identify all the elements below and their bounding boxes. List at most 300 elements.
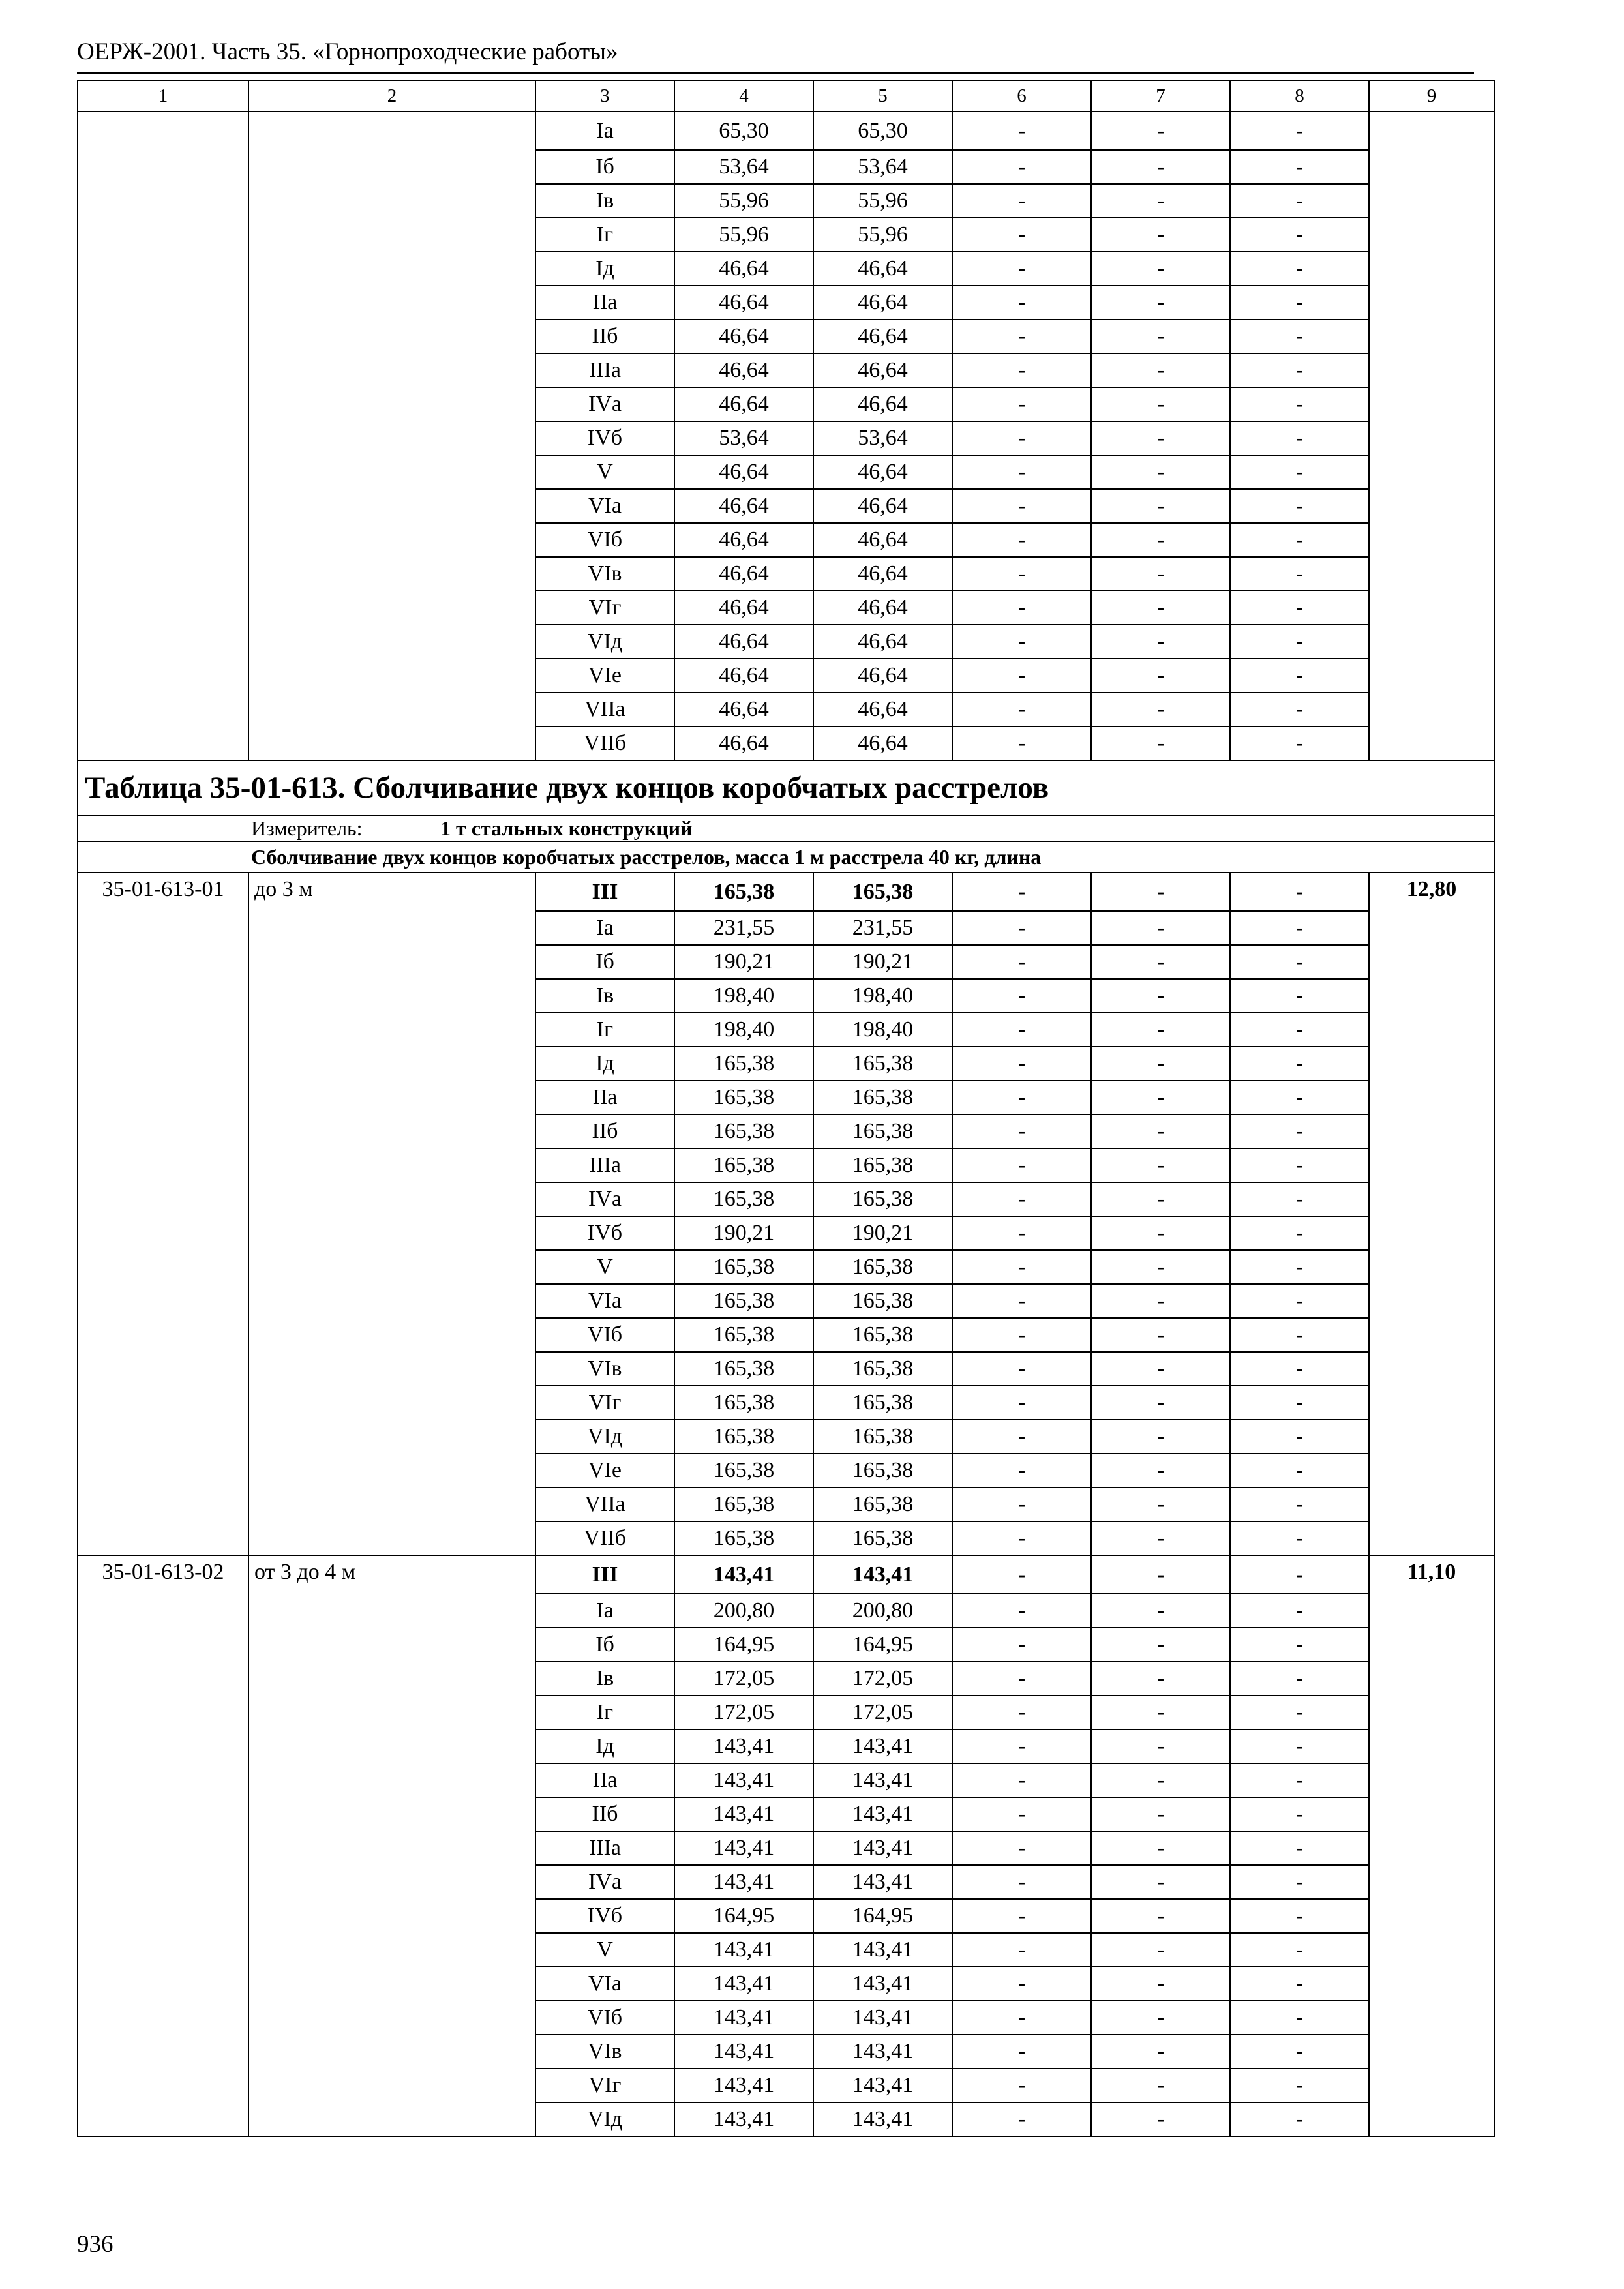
value-cell: - bbox=[1230, 1250, 1369, 1284]
value-cell: - bbox=[1091, 150, 1230, 184]
value-cell: 190,21 bbox=[813, 945, 952, 979]
name-cell bbox=[248, 1081, 535, 1115]
value-cell: - bbox=[952, 1216, 1091, 1250]
value-cell: - bbox=[952, 218, 1091, 252]
code-cell bbox=[78, 2102, 248, 2136]
col9-cell bbox=[1369, 1628, 1494, 1662]
value-cell: VIе bbox=[535, 659, 674, 693]
value-cell: 165,38 bbox=[674, 1115, 813, 1148]
table-row bbox=[78, 1831, 1494, 1865]
value-cell: - bbox=[1230, 625, 1369, 659]
code-cell bbox=[78, 1696, 248, 1729]
col9-cell bbox=[1369, 693, 1494, 726]
table-row bbox=[78, 1628, 1494, 1662]
value-cell: IVа bbox=[535, 1865, 674, 1899]
value-cell: 143,41 bbox=[674, 1555, 813, 1594]
value-cell: 165,38 bbox=[674, 1284, 813, 1318]
value-cell: VIг bbox=[535, 2069, 674, 2102]
table-row bbox=[78, 1555, 1494, 1594]
value-cell: 165,38 bbox=[674, 1182, 813, 1216]
code-cell bbox=[78, 1318, 248, 1352]
value-cell: 46,64 bbox=[813, 726, 952, 760]
value-cell: - bbox=[1091, 1013, 1230, 1047]
unit-label: Измеритель: bbox=[251, 816, 363, 840]
table-row bbox=[78, 2102, 1494, 2136]
name-cell bbox=[248, 320, 535, 353]
value-cell: - bbox=[1230, 873, 1369, 911]
value-cell: - bbox=[1091, 1420, 1230, 1454]
value-cell: - bbox=[1230, 1555, 1369, 1594]
value-cell: 164,95 bbox=[674, 1628, 813, 1662]
code-cell bbox=[78, 2001, 248, 2035]
value-cell: Iб bbox=[535, 945, 674, 979]
col9-cell bbox=[1369, 387, 1494, 421]
table-row bbox=[78, 1182, 1494, 1216]
code-cell bbox=[78, 421, 248, 455]
table-row bbox=[78, 1013, 1494, 1047]
code-cell bbox=[78, 1933, 248, 1967]
col9-cell bbox=[1369, 911, 1494, 945]
value-cell: 55,96 bbox=[674, 218, 813, 252]
col9-cell bbox=[1369, 1662, 1494, 1696]
col9-cell bbox=[1369, 1148, 1494, 1182]
value-cell: - bbox=[1091, 1182, 1230, 1216]
value-cell: - bbox=[952, 1386, 1091, 1420]
name-cell bbox=[248, 726, 535, 760]
value-cell: - bbox=[1091, 2069, 1230, 2102]
value-cell: - bbox=[1230, 421, 1369, 455]
table-row bbox=[78, 2001, 1494, 2035]
value-cell: - bbox=[1230, 252, 1369, 286]
value-cell: 165,38 bbox=[813, 1182, 952, 1216]
page-number: 936 bbox=[77, 2231, 113, 2258]
code-cell bbox=[78, 1284, 248, 1318]
value-cell: - bbox=[1091, 184, 1230, 218]
table-title-row bbox=[78, 760, 1494, 815]
value-cell: 165,38 bbox=[813, 1420, 952, 1454]
value-cell: VIIа bbox=[535, 693, 674, 726]
table-row bbox=[78, 320, 1494, 353]
column-number: 3 bbox=[535, 80, 674, 112]
value-cell: - bbox=[1230, 455, 1369, 489]
value-cell: - bbox=[1230, 659, 1369, 693]
value-cell: - bbox=[1230, 1899, 1369, 1933]
page-header: ОЕРЖ-2001. Часть 35. «Горнопроходческие работы» bbox=[77, 38, 618, 65]
value-cell: - bbox=[1091, 625, 1230, 659]
value-cell: VIб bbox=[535, 523, 674, 557]
name-cell: от 3 до 4 м bbox=[248, 1555, 535, 1594]
value-cell: - bbox=[1230, 1488, 1369, 1521]
value-cell: IVб bbox=[535, 1216, 674, 1250]
col9-cell bbox=[1369, 591, 1494, 625]
value-cell: 143,41 bbox=[813, 1555, 952, 1594]
value-cell: - bbox=[952, 150, 1091, 184]
value-cell: - bbox=[952, 1797, 1091, 1831]
table-row bbox=[78, 523, 1494, 557]
name-cell bbox=[248, 1662, 535, 1696]
code-cell bbox=[78, 659, 248, 693]
table-row bbox=[78, 625, 1494, 659]
value-cell: VIб bbox=[535, 1318, 674, 1352]
column-number-row bbox=[78, 80, 1494, 112]
value-cell: - bbox=[1091, 1865, 1230, 1899]
value-cell: - bbox=[1230, 2035, 1369, 2069]
value-cell: - bbox=[952, 2102, 1091, 2136]
table-row bbox=[78, 1115, 1494, 1148]
col9-cell bbox=[1369, 1488, 1494, 1521]
col9-cell bbox=[1369, 1216, 1494, 1250]
code-cell: 35-01-613-01 bbox=[78, 873, 248, 911]
value-cell: - bbox=[1091, 489, 1230, 523]
name-cell bbox=[248, 523, 535, 557]
value-cell: - bbox=[1091, 1148, 1230, 1182]
value-cell: - bbox=[952, 1628, 1091, 1662]
code-cell bbox=[78, 591, 248, 625]
value-cell: - bbox=[952, 489, 1091, 523]
value-cell: 143,41 bbox=[813, 2035, 952, 2069]
name-cell bbox=[248, 1831, 535, 1865]
code-cell bbox=[78, 455, 248, 489]
value-cell: - bbox=[952, 557, 1091, 591]
code-cell bbox=[78, 523, 248, 557]
value-cell: 46,64 bbox=[674, 455, 813, 489]
header-rule bbox=[77, 72, 1474, 74]
col9-cell bbox=[1369, 218, 1494, 252]
value-cell: - bbox=[1230, 945, 1369, 979]
value-cell: VIв bbox=[535, 2035, 674, 2069]
value-cell: - bbox=[1091, 112, 1230, 150]
value-cell: IVб bbox=[535, 421, 674, 455]
value-cell: 143,41 bbox=[813, 2001, 952, 2035]
value-cell: 46,64 bbox=[813, 320, 952, 353]
value-cell: - bbox=[1091, 1831, 1230, 1865]
value-cell: IIа bbox=[535, 1081, 674, 1115]
value-cell: 46,64 bbox=[674, 320, 813, 353]
col9-cell bbox=[1369, 1933, 1494, 1967]
value-cell: - bbox=[952, 945, 1091, 979]
value-cell: - bbox=[952, 693, 1091, 726]
value-cell: 143,41 bbox=[674, 2001, 813, 2035]
value-cell: - bbox=[952, 591, 1091, 625]
col9-cell bbox=[1369, 112, 1494, 150]
col9-cell bbox=[1369, 1763, 1494, 1797]
table-row bbox=[78, 184, 1494, 218]
value-cell: - bbox=[1230, 320, 1369, 353]
col9-cell bbox=[1369, 1081, 1494, 1115]
value-cell: - bbox=[1091, 1386, 1230, 1420]
value-cell: 165,38 bbox=[813, 873, 952, 911]
value-cell: - bbox=[1091, 1899, 1230, 1933]
table-row bbox=[78, 455, 1494, 489]
value-cell: 143,41 bbox=[674, 2069, 813, 2102]
value-cell: 55,96 bbox=[813, 218, 952, 252]
value-cell: Iа bbox=[535, 112, 674, 150]
code-cell bbox=[78, 1831, 248, 1865]
name-cell bbox=[248, 1967, 535, 2001]
value-cell: - bbox=[1230, 1013, 1369, 1047]
col9-cell: 12,80 bbox=[1369, 873, 1494, 911]
name-cell bbox=[248, 1696, 535, 1729]
value-cell: 46,64 bbox=[813, 252, 952, 286]
value-cell: 198,40 bbox=[674, 1013, 813, 1047]
value-cell: - bbox=[1230, 489, 1369, 523]
value-cell: - bbox=[1230, 1831, 1369, 1865]
value-cell: - bbox=[1091, 1594, 1230, 1628]
code-cell bbox=[78, 2069, 248, 2102]
value-cell: - bbox=[1091, 1318, 1230, 1352]
code-cell bbox=[78, 1662, 248, 1696]
value-cell: - bbox=[1091, 1047, 1230, 1081]
section-title-row bbox=[78, 841, 1494, 873]
value-cell: - bbox=[1091, 979, 1230, 1013]
value-cell: VIIб bbox=[535, 726, 674, 760]
value-cell: 53,64 bbox=[813, 150, 952, 184]
value-cell: - bbox=[952, 320, 1091, 353]
value-cell: - bbox=[1230, 1081, 1369, 1115]
value-cell: - bbox=[952, 1454, 1091, 1488]
value-cell: - bbox=[952, 455, 1091, 489]
table-row bbox=[78, 1696, 1494, 1729]
name-cell bbox=[248, 2001, 535, 2035]
value-cell: - bbox=[952, 1488, 1091, 1521]
value-cell: - bbox=[1230, 1318, 1369, 1352]
code-cell bbox=[78, 1148, 248, 1182]
code-cell bbox=[78, 1081, 248, 1115]
value-cell: - bbox=[1091, 1763, 1230, 1797]
code-cell bbox=[78, 184, 248, 218]
value-cell: - bbox=[952, 1662, 1091, 1696]
col9-cell bbox=[1369, 945, 1494, 979]
code-cell bbox=[78, 625, 248, 659]
value-cell: 198,40 bbox=[813, 1013, 952, 1047]
value-cell: - bbox=[952, 1148, 1091, 1182]
table-row bbox=[78, 1797, 1494, 1831]
table-row bbox=[78, 1420, 1494, 1454]
value-cell: VIд bbox=[535, 2102, 674, 2136]
value-cell: 65,30 bbox=[813, 112, 952, 150]
value-cell: 143,41 bbox=[674, 1729, 813, 1763]
value-cell: - bbox=[1091, 1729, 1230, 1763]
value-cell: - bbox=[1091, 218, 1230, 252]
value-cell: Iд bbox=[535, 1729, 674, 1763]
value-cell: - bbox=[1230, 1933, 1369, 1967]
code-cell bbox=[78, 1865, 248, 1899]
value-cell: - bbox=[952, 1933, 1091, 1967]
value-cell: IIб bbox=[535, 320, 674, 353]
code-cell bbox=[78, 353, 248, 387]
value-cell: 143,41 bbox=[813, 1933, 952, 1967]
column-number: 2 bbox=[248, 80, 535, 112]
col9-cell bbox=[1369, 421, 1494, 455]
col9-cell bbox=[1369, 1696, 1494, 1729]
col9-cell bbox=[1369, 1521, 1494, 1555]
value-cell: - bbox=[952, 353, 1091, 387]
col9-cell bbox=[1369, 1386, 1494, 1420]
value-cell: VIв bbox=[535, 1352, 674, 1386]
name-cell bbox=[248, 421, 535, 455]
value-cell: VIд bbox=[535, 625, 674, 659]
table-row bbox=[78, 1216, 1494, 1250]
value-cell: VIг bbox=[535, 1386, 674, 1420]
value-cell: - bbox=[1091, 1115, 1230, 1148]
name-cell bbox=[248, 1318, 535, 1352]
value-cell: 53,64 bbox=[674, 421, 813, 455]
value-cell: IIа bbox=[535, 1763, 674, 1797]
value-cell: 143,41 bbox=[813, 1797, 952, 1831]
value-cell: 46,64 bbox=[674, 726, 813, 760]
value-cell: - bbox=[1230, 1797, 1369, 1831]
value-cell: - bbox=[952, 421, 1091, 455]
name-cell bbox=[248, 1148, 535, 1182]
column-number: 4 bbox=[674, 80, 813, 112]
value-cell: 165,38 bbox=[813, 1521, 952, 1555]
value-cell: IIб bbox=[535, 1797, 674, 1831]
value-cell: - bbox=[1230, 726, 1369, 760]
value-cell: Iд bbox=[535, 252, 674, 286]
table-row bbox=[78, 252, 1494, 286]
table-row bbox=[78, 1933, 1494, 1967]
col9-cell bbox=[1369, 2102, 1494, 2136]
value-cell: 143,41 bbox=[674, 1865, 813, 1899]
value-cell: Iб bbox=[535, 150, 674, 184]
col9-cell bbox=[1369, 455, 1494, 489]
value-cell: 190,21 bbox=[674, 945, 813, 979]
value-cell: 46,64 bbox=[674, 252, 813, 286]
table-row bbox=[78, 150, 1494, 184]
value-cell: 165,38 bbox=[674, 1250, 813, 1284]
value-cell: VIе bbox=[535, 1454, 674, 1488]
table-row bbox=[78, 1521, 1494, 1555]
col9-cell bbox=[1369, 320, 1494, 353]
value-cell: 165,38 bbox=[813, 1284, 952, 1318]
value-cell: - bbox=[1091, 252, 1230, 286]
value-cell: 172,05 bbox=[674, 1696, 813, 1729]
value-cell: - bbox=[1230, 1047, 1369, 1081]
value-cell: 200,80 bbox=[674, 1594, 813, 1628]
name-cell bbox=[248, 1182, 535, 1216]
value-cell: VIв bbox=[535, 557, 674, 591]
name-cell bbox=[248, 1420, 535, 1454]
name-cell bbox=[248, 979, 535, 1013]
value-cell: - bbox=[1091, 693, 1230, 726]
value-cell: - bbox=[952, 1013, 1091, 1047]
value-cell: IIIа bbox=[535, 1148, 674, 1182]
value-cell: IIб bbox=[535, 1115, 674, 1148]
value-cell: - bbox=[1091, 1488, 1230, 1521]
value-cell: - bbox=[952, 979, 1091, 1013]
value-cell: - bbox=[1230, 184, 1369, 218]
name-cell bbox=[248, 1352, 535, 1386]
value-cell: 165,38 bbox=[813, 1352, 952, 1386]
col9-cell bbox=[1369, 523, 1494, 557]
value-cell: - bbox=[952, 1182, 1091, 1216]
value-cell: 198,40 bbox=[813, 979, 952, 1013]
table-row bbox=[78, 1454, 1494, 1488]
name-cell bbox=[248, 945, 535, 979]
name-cell bbox=[248, 1115, 535, 1148]
value-cell: 164,95 bbox=[674, 1899, 813, 1933]
value-cell: - bbox=[1230, 387, 1369, 421]
table-row bbox=[78, 2035, 1494, 2069]
value-cell: Iб bbox=[535, 1628, 674, 1662]
value-cell: Iг bbox=[535, 218, 674, 252]
column-number: 9 bbox=[1369, 80, 1494, 112]
value-cell: - bbox=[1230, 591, 1369, 625]
table-row bbox=[78, 1047, 1494, 1081]
col9-cell bbox=[1369, 1454, 1494, 1488]
code-cell bbox=[78, 2035, 248, 2069]
value-cell: - bbox=[1230, 1454, 1369, 1488]
value-cell: - bbox=[952, 2035, 1091, 2069]
value-cell: 165,38 bbox=[813, 1386, 952, 1420]
value-cell: Iв bbox=[535, 184, 674, 218]
value-cell: 165,38 bbox=[674, 873, 813, 911]
table-row bbox=[78, 911, 1494, 945]
value-cell: 165,38 bbox=[674, 1047, 813, 1081]
value-cell: - bbox=[1091, 591, 1230, 625]
table-row bbox=[78, 421, 1494, 455]
value-cell: 46,64 bbox=[813, 353, 952, 387]
code-cell bbox=[78, 911, 248, 945]
value-cell: - bbox=[1230, 112, 1369, 150]
value-cell: - bbox=[1230, 218, 1369, 252]
name-cell bbox=[248, 112, 535, 150]
table-row bbox=[78, 1081, 1494, 1115]
value-cell: - bbox=[1091, 1216, 1230, 1250]
value-cell: - bbox=[1091, 945, 1230, 979]
value-cell: 46,64 bbox=[813, 286, 952, 320]
col9-cell bbox=[1369, 726, 1494, 760]
value-cell: - bbox=[952, 286, 1091, 320]
col9-cell: 11,10 bbox=[1369, 1555, 1494, 1594]
col9-cell bbox=[1369, 1182, 1494, 1216]
value-cell: - bbox=[1091, 1933, 1230, 1967]
col9-cell bbox=[1369, 184, 1494, 218]
table-row bbox=[78, 1662, 1494, 1696]
value-cell: VIа bbox=[535, 1284, 674, 1318]
value-cell: - bbox=[1230, 1352, 1369, 1386]
name-cell bbox=[248, 1386, 535, 1420]
code-cell bbox=[78, 1488, 248, 1521]
code-cell bbox=[78, 1729, 248, 1763]
table-row bbox=[78, 387, 1494, 421]
value-cell: 165,38 bbox=[674, 1352, 813, 1386]
value-cell: - bbox=[1230, 1420, 1369, 1454]
value-cell: - bbox=[1091, 1081, 1230, 1115]
value-cell: 46,64 bbox=[674, 523, 813, 557]
value-cell: - bbox=[1230, 2102, 1369, 2136]
table-row bbox=[78, 1318, 1494, 1352]
table-row bbox=[78, 2069, 1494, 2102]
col9-cell bbox=[1369, 1899, 1494, 1933]
name-cell bbox=[248, 557, 535, 591]
name-cell bbox=[248, 1216, 535, 1250]
code-cell bbox=[78, 320, 248, 353]
name-cell bbox=[248, 489, 535, 523]
value-cell: - bbox=[1230, 1662, 1369, 1696]
value-cell: - bbox=[952, 1594, 1091, 1628]
value-cell: - bbox=[952, 1729, 1091, 1763]
table-row bbox=[78, 557, 1494, 591]
value-cell: - bbox=[1091, 2102, 1230, 2136]
value-cell: - bbox=[1091, 873, 1230, 911]
name-cell bbox=[248, 1763, 535, 1797]
value-cell: Iд bbox=[535, 1047, 674, 1081]
name-cell bbox=[248, 252, 535, 286]
table-row bbox=[78, 1386, 1494, 1420]
table-row bbox=[78, 591, 1494, 625]
col9-cell bbox=[1369, 1318, 1494, 1352]
